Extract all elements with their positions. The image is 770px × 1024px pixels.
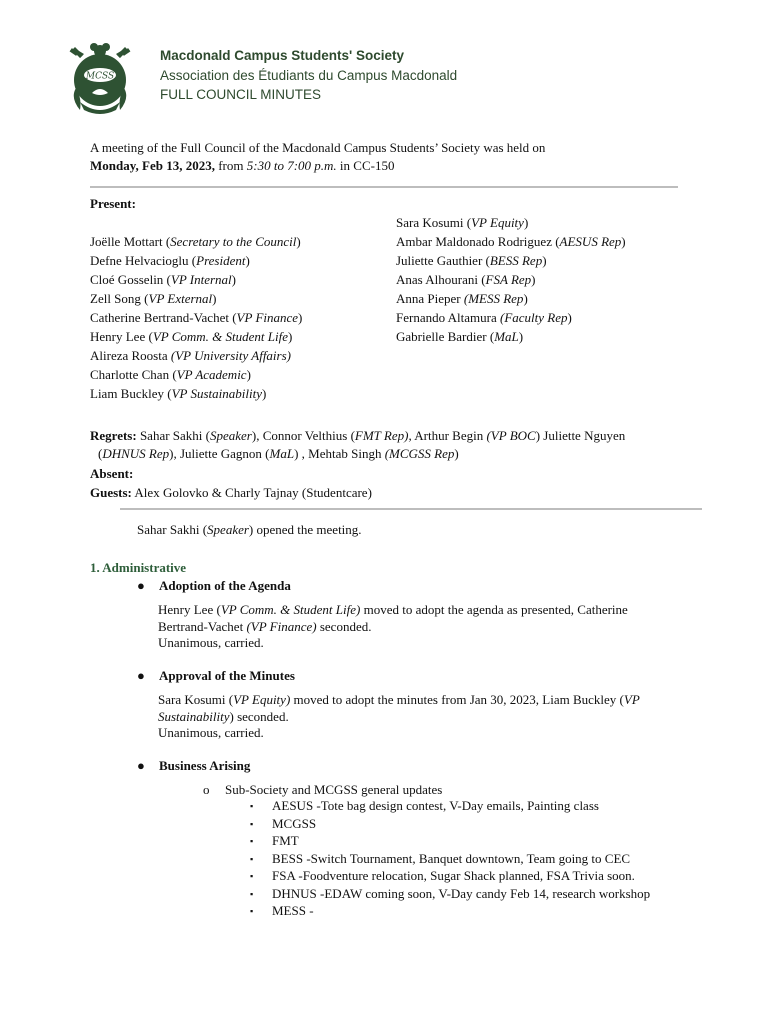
text: ), Juliette Gagnon ( [169, 446, 270, 461]
text: ) [298, 310, 303, 325]
list-item-text: DHNUS -EDAW coming soon, V-Day candy Feb 14, research workshop [272, 885, 651, 901]
member-name: Zell Song ( [90, 291, 149, 306]
text: FMT Rep), [354, 428, 412, 443]
text: (MCGSS Rep [384, 446, 455, 461]
text: moved to adopt the minutes from Jan 30, 2023, Liam Buckley ( [290, 692, 624, 707]
text: Sahar Sakhi ( [137, 522, 208, 537]
text: from [214, 158, 247, 173]
bullet: ● [137, 668, 145, 683]
present-member [396, 232, 626, 251]
org-name: Macdonald Campus Students' Society [160, 48, 405, 63]
member-name: Fernando Altamura [396, 310, 500, 325]
sub-society-updates [203, 781, 442, 799]
text: ) Juliette Nguyen [535, 428, 626, 443]
text: Henry Lee ( [158, 602, 221, 617]
text: VP Comm. & Student Life) [220, 602, 361, 617]
text: MaL [269, 446, 295, 461]
text: ) [245, 253, 250, 268]
meeting-location: in CC-150 [336, 158, 395, 173]
text: ), Connor Velthius ( [251, 428, 355, 443]
section-administrative-title: 1. Administrative [90, 560, 187, 575]
agenda-heading [137, 578, 291, 594]
document-type: FULL COUNCIL MINUTES [160, 87, 322, 102]
text: Sustainability [158, 708, 230, 724]
present-member [90, 232, 302, 251]
text [158, 709, 640, 726]
divider [90, 186, 678, 188]
member-name: Gabrielle Bardier ( [396, 329, 495, 344]
present-member [90, 365, 302, 384]
bullet: ● [137, 578, 145, 593]
list-item [250, 886, 650, 904]
member-role: VP Sustainability [171, 386, 262, 401]
member-name: Cloé Gosselin ( [90, 272, 171, 287]
square-bullet-icon: ▪ [250, 836, 254, 846]
regrets-label: Regrets: [90, 428, 137, 443]
text: ( [98, 446, 103, 461]
present-member [90, 384, 302, 403]
member-name: Defne Helvacioglu ( [90, 253, 197, 268]
list-item [250, 868, 650, 886]
bullet: o [203, 782, 210, 797]
text: ) seconded. [229, 708, 289, 724]
org-name-french: Association des Étudiants du Campus Macdonald [160, 67, 458, 83]
regrets-line-2 [98, 445, 459, 463]
agenda-body [158, 602, 628, 652]
text: Bertrand-Vachet [158, 618, 247, 634]
list-item-text: BESS -Switch Tournament, Banquet downtown, Team going to CEC [272, 850, 631, 866]
text: ) [288, 329, 293, 344]
member-role: (MESS Rep [463, 291, 524, 306]
text: ) [518, 329, 524, 344]
member-role: Secretary to the Council [170, 234, 297, 249]
text: ) [523, 215, 529, 230]
bullet: ● [137, 758, 145, 773]
text: Speaker [207, 522, 249, 537]
mcss-crest-logo [60, 38, 140, 118]
text: ) [296, 234, 301, 249]
present-member [90, 308, 302, 327]
sub-society-list [250, 798, 650, 921]
text: ) [542, 253, 547, 268]
present-member [90, 327, 302, 346]
present-member [396, 327, 626, 346]
text: ) [246, 367, 251, 382]
member-name: Anas Alhourani ( [396, 272, 486, 287]
text: ) [531, 272, 536, 287]
business-arising-heading [137, 758, 250, 774]
square-bullet-icon: ▪ [250, 888, 254, 899]
text: Speaker [209, 428, 252, 443]
opening-line [137, 521, 362, 539]
text: (VP Finance) [246, 618, 317, 634]
member-role: FSA Rep [485, 272, 532, 287]
member-name: Ambar Maldonado Rodriguez ( [396, 234, 560, 249]
square-bullet-icon: ▪ [250, 871, 254, 881]
meeting-datetime [90, 157, 394, 175]
list-item [250, 903, 650, 921]
present-member [90, 289, 302, 308]
member-role: President [196, 253, 246, 268]
list-item [250, 851, 650, 869]
member-name: Sara Kosumi ( [396, 215, 472, 230]
text: VP Equity) [233, 692, 291, 707]
member-role: VP Comm. & Student Life [152, 329, 288, 344]
text: ) [231, 272, 237, 287]
list-item [250, 816, 650, 834]
member-name: Catherine Bertrand-Vachet ( [90, 310, 237, 325]
text: Sub-Society and MCGSS general updates [225, 782, 443, 797]
text: Unanimous, carried. [158, 635, 264, 650]
member-role: (VP University Affairs) [170, 348, 291, 363]
list-item [250, 798, 650, 816]
guests-line [90, 484, 372, 502]
member-role: VP Academic [176, 367, 247, 382]
member-role: BESS Rep [489, 253, 543, 268]
list-item-text: FMT [272, 833, 299, 848]
member-role: MaL [494, 329, 519, 344]
member-role: VP Equity [471, 215, 524, 230]
regrets-line-1 [90, 427, 625, 445]
text: moved to adopt the agenda as presented, Catherine [360, 602, 628, 617]
list-item-text: MCGSS [272, 815, 317, 831]
text: Business Arising [159, 758, 251, 773]
text: Sara Kosumi ( [158, 692, 234, 707]
text: Unanimous, carried. [158, 725, 264, 740]
text: DHNUS Rep [102, 446, 170, 461]
member-role: AESUS Rep [559, 234, 622, 249]
present-member [90, 346, 302, 365]
member-role: VP Internal [170, 272, 232, 287]
list-item-text: AESUS -Tote bag design contest, V-Day emails, Painting class [272, 798, 599, 813]
text: ) [454, 446, 459, 461]
meeting-date: Monday, Feb 13, 2023, [90, 158, 215, 173]
text: ) [621, 234, 626, 249]
text [158, 602, 628, 619]
text: ) [523, 291, 528, 306]
member-role: (Faculty Rep [499, 310, 568, 325]
text: ) [212, 291, 217, 306]
document-header [160, 46, 457, 105]
square-bullet-icon: ▪ [250, 853, 254, 864]
divider [120, 508, 702, 510]
member-name: Charlotte Chan ( [90, 367, 177, 382]
text [158, 692, 640, 709]
present-member [90, 251, 302, 270]
text: seconded. [316, 618, 372, 634]
member-name: Juliette Gauthier ( [396, 253, 490, 268]
logo-text: MCSS [85, 71, 115, 82]
present-list-right [396, 213, 626, 346]
text: Arthur Begin [411, 428, 487, 443]
square-bullet-icon: ▪ [250, 818, 254, 829]
minutes-body [158, 692, 640, 742]
meeting-time: 5:30 to 7:00 p.m. [246, 158, 337, 173]
text: VP [623, 692, 640, 707]
present-member [396, 213, 626, 232]
text: ) , Mehtab Singh [294, 446, 385, 461]
present-member [396, 308, 626, 327]
member-name: Anna Pieper [396, 291, 464, 306]
intro-line: A meeting of the Full Council of the Macdonald Campus Students’ Society was held on [90, 140, 546, 155]
square-bullet-icon: ▪ [250, 801, 254, 811]
member-name: Liam Buckley ( [90, 386, 172, 401]
present-member [396, 289, 626, 308]
text: Adoption of the Agenda [159, 578, 291, 593]
list-item-text: MESS - [272, 903, 314, 918]
list-item [250, 833, 650, 851]
square-bullet-icon: ▪ [250, 906, 254, 916]
member-role: VP Finance [236, 310, 299, 325]
present-member [90, 270, 302, 289]
text: Approval of the Minutes [159, 668, 295, 683]
minutes-heading [137, 668, 295, 684]
present-member [396, 251, 626, 270]
present-list-left [90, 232, 302, 403]
guests-label: Guests: [90, 485, 132, 500]
member-role: VP External [148, 291, 213, 306]
list-item-text: FSA -Foodventure relocation, Sugar Shack planned, FSA Trivia soon. [272, 868, 635, 883]
present-label: Present: [90, 196, 136, 211]
member-name: Joëlle Mottart ( [90, 234, 171, 249]
present-member [396, 270, 626, 289]
member-name: Henry Lee ( [90, 329, 153, 344]
text: Sahar Sakhi ( [136, 428, 210, 443]
text: ) [567, 310, 572, 325]
absent-label: Absent: [90, 466, 134, 481]
guests-text: Alex Golovko & Charly Tajnay (Studentcare) [131, 485, 372, 500]
text [158, 619, 628, 636]
text: (VP BOC [486, 428, 536, 443]
text: ) [262, 386, 267, 401]
member-name: Alireza Roosta [90, 348, 171, 363]
text: ) opened the meeting. [248, 522, 362, 537]
